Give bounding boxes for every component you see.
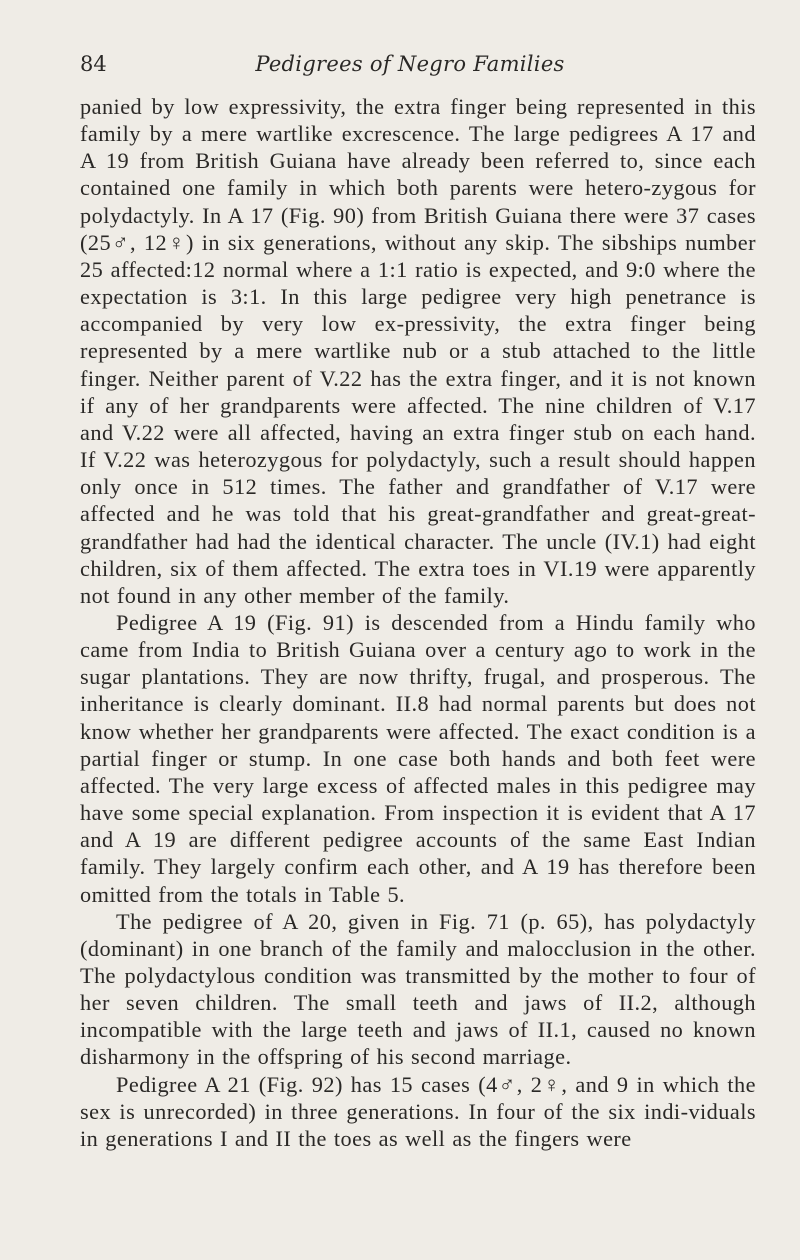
running-title: Pedigrees of Negro Families <box>255 52 565 76</box>
body-text <box>80 93 756 1152</box>
page-number: 84 <box>80 52 107 76</box>
paragraph-pedigree-a19: Pedigree A 19 (Fig. 91) is descended from a Hindu family who came from India to British Guiana over a century ago to work in the sugar plantations. They are now thrifty, frugal, and prosperous. The inheritance is clearly dominant. II.8 had normal parents but does not know whether her grandparents were affected. The exact condition is a partial finger or stump. In one case both hands and both feet were affected. The very large excess of affected males in this pedigree may have some special explanation. From inspection it is evident that A 17 and A 19 are different pedigree accounts of the same East Indian family. They largely confirm each other, and A 19 has therefore been omitted from the totals in Table 5. <box>80 609 756 907</box>
paragraph-pedigree-a21: Pedigree A 21 (Fig. 92) has 15 cases (4♂, 2♀, and 9 in which the sex is unrecorded) in three generations. In four of the six indi-viduals in generations I and II the toes as well as the fingers were <box>80 1071 756 1151</box>
running-head <box>80 52 740 82</box>
paragraph-pedigree-a20: The pedigree of A 20, given in Fig. 71 (p. 65), has polydactyly (dominant) in one branch of the family and malocclusion in the other. The polydactylous condition was transmitted by the mother to four of her seven children. The small teeth and jaws of II.2, although incompatible with the large teeth and jaws of II.1, caused no known disharmony in the offspring of his second marriage. <box>80 908 756 1070</box>
paragraph-continued: panied by low expressivity, the extra finger being represented in this family by a mere wartlike excrescence. The large pedigrees A 17 and A 19 from British Guiana have already been referred to, since each contained one family in which both parents were hetero-zygous for polydactyly. In A 17 (Fig. 90) from British Guiana there were 37 cases (25♂, 12♀) in six generations, without any skip. The sibships number 25 affected:12 normal where a 1:1 ratio is expected, and 9:0 where the expectation is 3:1. In this large pedigree very high penetrance is accompanied by very low ex-pressivity, the extra finger being represented by a mere wartlike nub or a stub attached to the little finger. Neither parent of V.22 has the extra finger, and it is not known if any of her grandparents were affected. The nine children of V.17 and V.22 were all affected, having an extra finger stub on each hand. If V.22 was heterozygous for polydactyly, such a result should happen only once in 512 times. The father and grandfather of V.17 were affected and he was told that his great-grandfather and great-great-grandfather had had the identical character. The uncle (IV.1) had eight children, six of them affected. The extra toes in VI.19 were apparently not found in any other member of the family. <box>80 94 756 608</box>
